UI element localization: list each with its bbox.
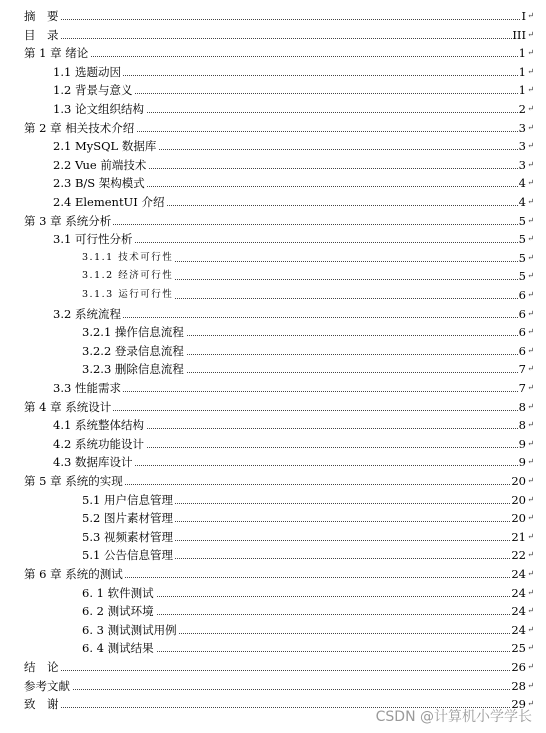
toc-entry[interactable] (0, 416, 546, 434)
toc-entry-page-number: 5 (518, 232, 526, 247)
toc-entry[interactable] (0, 342, 546, 360)
toc-entry[interactable] (0, 100, 546, 118)
toc-entry-page-number: 29 (511, 697, 526, 712)
paragraph-mark-icon: ↵ (527, 104, 534, 113)
paragraph-mark-icon: ↵ (527, 662, 534, 671)
toc-entry-page-number: 21 (511, 529, 526, 544)
paragraph-mark-icon: ↵ (527, 457, 534, 467)
paragraph-mark-icon: ↵ (527, 271, 534, 281)
toc-entry[interactable] (0, 26, 546, 44)
toc-entry-title: 3.2.2 登录信息流程 (82, 343, 184, 358)
toc-entry-page-number: 24 (511, 604, 526, 619)
dot-leader (53, 391, 524, 392)
toc-entry-title: 第 4 章 系统设计 (24, 399, 112, 414)
toc-entry-page-number: 24 (511, 622, 526, 637)
toc-entry[interactable] (0, 602, 546, 620)
dot-leader (53, 317, 524, 318)
paragraph-mark-icon: ↵ (527, 364, 534, 374)
dot-leader (53, 75, 524, 76)
toc-entry-page-number: 20 (511, 492, 526, 507)
toc-entry-title: 2.2 Vue 前端技术 (53, 157, 147, 172)
toc-entry-page-number: 24 (511, 585, 526, 600)
toc-entry-page-number: 9 (518, 436, 526, 451)
toc-entry[interactable] (0, 137, 546, 155)
paragraph-mark-icon: ↵ (527, 420, 534, 430)
toc-entry[interactable] (0, 193, 546, 211)
paragraph-mark-icon: ↵ (527, 197, 534, 206)
toc-entry-page-number: 1 (518, 64, 526, 79)
toc-entry[interactable] (0, 249, 546, 267)
toc-entry-title: 致 谢 (24, 697, 59, 712)
toc-entry-page-number: 22 (511, 548, 526, 563)
toc-entry-page-number: 5 (518, 250, 526, 265)
toc-entry-title: 6. 2 测试环境 (82, 604, 154, 619)
toc-entry-page-number: 6 (518, 343, 526, 358)
paragraph-mark-icon: ↵ (527, 215, 534, 225)
toc-entry-title: 第 2 章 相关技术介绍 (24, 120, 135, 135)
dot-leader (24, 670, 524, 671)
paragraph-mark-icon: ↵ (527, 550, 534, 560)
toc-entry[interactable] (0, 267, 546, 285)
paragraph-mark-icon: ↵ (527, 234, 534, 244)
toc-entry-page-number: 4 (518, 195, 526, 209)
toc-entry-title: 6. 1 软件测试 (82, 585, 154, 600)
toc-entry-title: 5.1 用户信息管理 (82, 492, 173, 507)
toc-entry-page-number: 2 (518, 102, 526, 116)
paragraph-mark-icon: ↵ (527, 66, 534, 76)
toc-entry-page-number: 7 (518, 381, 526, 395)
toc-entry[interactable] (0, 212, 546, 230)
toc-entry[interactable] (0, 639, 546, 657)
toc-entry-page-number: 26 (511, 660, 526, 674)
toc-entry[interactable] (0, 565, 546, 583)
toc-entry[interactable] (0, 7, 546, 25)
paragraph-mark-icon: ↵ (527, 345, 534, 355)
paragraph-mark-icon: ↵ (527, 159, 534, 169)
paragraph-mark-icon: ↵ (527, 587, 534, 597)
toc-entry[interactable] (0, 230, 546, 248)
toc-entry[interactable] (0, 658, 546, 676)
paragraph-mark-icon: ↵ (527, 122, 534, 132)
paragraph-mark-icon: ↵ (527, 513, 534, 523)
toc-entry-title: 1.3 论文组织结构 (53, 102, 144, 116)
toc-entry-page-number: 6 (518, 325, 526, 340)
toc-entry[interactable] (0, 156, 546, 174)
toc-entry-title: 3.1 可行性分析 (53, 232, 133, 247)
toc-entry[interactable] (0, 379, 546, 397)
toc-entry-title: 1.1 选题动因 (53, 64, 121, 79)
toc-entry[interactable] (0, 81, 546, 99)
paragraph-mark-icon: ↵ (527, 327, 534, 337)
toc-entry-page-number: 20 (511, 474, 526, 488)
toc-entry-title: 4.2 系统功能设计 (53, 436, 144, 451)
toc-entry-title: 5.3 视频素材管理 (82, 529, 173, 544)
toc-entry-title: 3.1.1 技术可行性 (82, 249, 175, 267)
paragraph-mark-icon: ↵ (527, 290, 534, 299)
toc-entry[interactable] (0, 584, 546, 602)
paragraph-mark-icon: ↵ (527, 569, 534, 578)
toc-entry[interactable] (0, 435, 546, 453)
toc-entry[interactable] (0, 286, 546, 304)
toc-entry[interactable] (0, 323, 546, 341)
paragraph-mark-icon: ↵ (527, 252, 534, 262)
toc-entry-title: 第 6 章 系统的测试 (24, 567, 123, 581)
toc-entry-page-number: III (512, 27, 526, 42)
toc-entry-page-number: 5 (518, 213, 526, 228)
toc-entry-page-number: 28 (511, 678, 526, 693)
toc-entry-title: 3.2 系统流程 (53, 306, 121, 321)
toc-entry-page-number: 6 (518, 288, 526, 302)
toc-entry-title: 3.2.3 删除信息流程 (82, 362, 184, 377)
toc-entry-page-number: 3 (518, 120, 526, 135)
toc-entry-page-number: 3 (518, 139, 526, 154)
toc-entry[interactable] (0, 621, 546, 639)
toc-entry-page-number: 8 (518, 418, 526, 433)
paragraph-mark-icon: ↵ (527, 11, 534, 20)
paragraph-mark-icon: ↵ (527, 643, 534, 653)
watermark: CSDN @计算机小学学长 (375, 709, 532, 725)
toc-entry[interactable] (0, 509, 546, 527)
dot-leader (24, 19, 524, 20)
dot-leader (24, 56, 524, 57)
toc-entry-title: 第 5 章 系统的实现 (24, 474, 123, 488)
paragraph-mark-icon: ↵ (527, 308, 534, 318)
paragraph-mark-icon: ↵ (527, 48, 534, 58)
toc-entry-title: 3.3 性能需求 (53, 381, 121, 395)
toc-entry[interactable] (0, 360, 546, 378)
toc-entry[interactable] (0, 119, 546, 137)
toc-entry-title: 3.1.3 运行可行性 (82, 286, 175, 304)
dot-leader (24, 689, 524, 690)
toc-entry[interactable] (0, 677, 546, 695)
toc-entry-title: 4.3 数据库设计 (53, 455, 133, 470)
toc-entry-title: 第 1 章 绪论 (24, 46, 89, 61)
paragraph-mark-icon: ↵ (527, 178, 534, 188)
toc-entry[interactable] (0, 44, 546, 62)
paragraph-mark-icon: ↵ (527, 438, 534, 448)
toc-entry[interactable] (0, 453, 546, 471)
toc-entry-page-number: 25 (511, 641, 526, 656)
paragraph-mark-icon: ↵ (527, 699, 534, 709)
paragraph-mark-icon: ↵ (527, 383, 534, 392)
toc-entry[interactable] (0, 63, 546, 81)
toc-entry-page-number: 1 (518, 83, 526, 98)
toc-entry-title: 5.1 公告信息管理 (82, 548, 173, 563)
toc-entry-page-number: 1 (518, 46, 526, 61)
toc-entry-title: 2.1 MySQL 数据库 (53, 139, 157, 154)
toc-entry[interactable] (0, 472, 546, 490)
dot-leader (24, 38, 524, 39)
toc-entry-page-number: 3 (518, 157, 526, 172)
toc-entry[interactable] (0, 528, 546, 546)
toc-entry-page-number: 6 (518, 306, 526, 321)
paragraph-mark-icon: ↵ (527, 494, 534, 504)
toc-entry-title: 结 论 (24, 660, 59, 674)
toc-entry-title: 6. 4 测试结果 (82, 641, 154, 656)
toc-entry-page-number: 20 (511, 511, 526, 526)
toc-entry-title: 5.2 图片素材管理 (82, 511, 173, 526)
toc-entry-title: 4.1 系统整体结构 (53, 418, 144, 433)
toc-entry-title: 第 3 章 系统分析 (24, 213, 112, 228)
toc-entry-page-number: 9 (518, 455, 526, 470)
paragraph-mark-icon: ↵ (527, 531, 534, 541)
toc-entry-page-number: 4 (518, 176, 526, 191)
toc-entry[interactable] (0, 398, 546, 416)
toc-entry[interactable] (0, 305, 546, 323)
toc-entry-title: 2.4 ElementUI 介绍 (53, 195, 165, 209)
toc-entry-title: 摘 要 (24, 9, 59, 23)
toc-entry-page-number: 24 (511, 567, 526, 581)
paragraph-mark-icon: ↵ (527, 680, 534, 690)
toc-entry-title: 1.2 背景与意义 (53, 83, 133, 98)
toc-entry[interactable] (0, 546, 546, 564)
toc-entry[interactable] (0, 174, 546, 192)
toc-entry-title: 3.1.2 经济可行性 (82, 267, 175, 285)
toc-entry-title: 2.3 B/S 架构模式 (53, 176, 145, 191)
toc-entry-title: 6. 3 测试测试用例 (82, 622, 177, 637)
paragraph-mark-icon: ↵ (527, 606, 534, 616)
paragraph-mark-icon: ↵ (527, 85, 534, 95)
paragraph-mark-icon: ↵ (527, 141, 534, 151)
toc-entry-page-number: 8 (518, 399, 526, 414)
toc-entry-page-number: 7 (518, 362, 526, 377)
toc-entry-title: 参考文献 (24, 678, 70, 693)
toc-entry[interactable] (0, 491, 546, 509)
toc-entry-title: 目 录 (24, 27, 59, 42)
toc-entry-page-number: 5 (518, 269, 526, 284)
toc-entry-title: 3.2.1 操作信息流程 (82, 325, 184, 340)
paragraph-mark-icon: ↵ (527, 29, 534, 39)
paragraph-mark-icon: ↵ (527, 624, 534, 634)
paragraph-mark-icon: ↵ (527, 401, 534, 411)
toc-entry-page-number: I (521, 9, 526, 23)
paragraph-mark-icon: ↵ (527, 476, 534, 485)
